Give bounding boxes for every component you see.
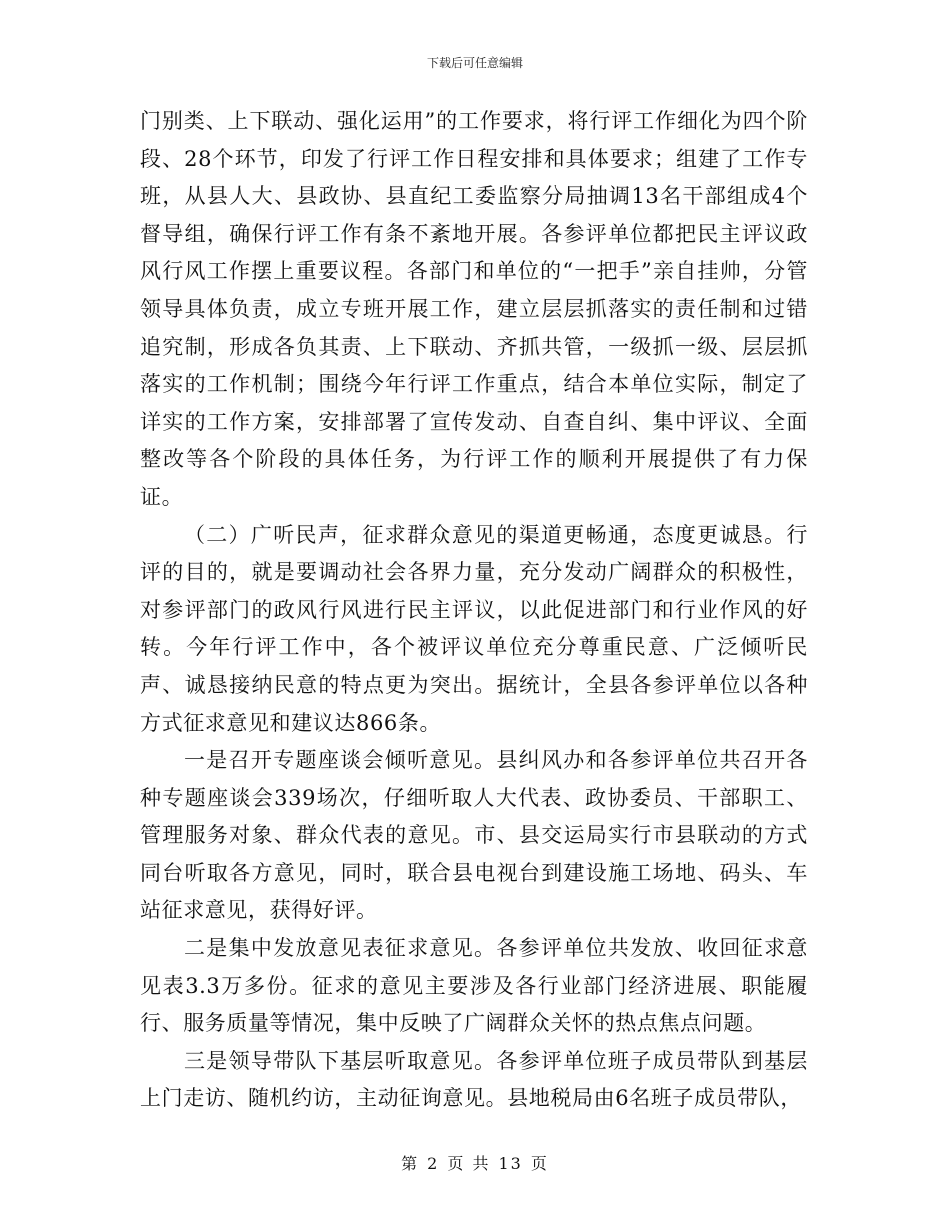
paragraph-point-two: 二是集中发放意见表征求意见。各参评单位共发放、收回征求意见表3.3万多份。征求的意见主要涉及各行业部门经济进展、职能履行、服务质量等情况，集中反映了广阔群众关怀的热点焦点问题。: [140, 936, 808, 1036]
paragraph-point-three: 三是领导带队下基层听取意见。各参评单位班子成员带队到基层上门走访、随机约访，主动征询意见。县地税局由6名班子成员带队，: [140, 1048, 808, 1111]
footer-prefix: 第: [401, 1154, 420, 1173]
page-footer: [0, 1154, 950, 1174]
footer-total-pages: 13: [498, 1154, 523, 1173]
footer-suffix: 页: [530, 1154, 549, 1173]
header-text: 下载后可任意编辑: [426, 56, 523, 70]
document-body: [140, 103, 808, 1118]
paragraph-point-one: 一是召开专题座谈会倾听意见。县纠风办和各参评单位共召开各种专题座谈会339场次，仔细听取人大代表、政协委员、干部职工、管理服务对象、群众代表的意见。市、县交运局实行市县联动的方式同台听取各方意见，同时，联合县电视台到建设施工场地、码头、车站征求意见，获得好评。: [140, 748, 808, 923]
paragraph-continued: 门别类、上下联动、强化运用”的工作要求，将行评工作细化为四个阶段、28个环节，印发了行评工作日程安排和具体要求；组建了工作专班，从县人大、县政协、县直纪工委监察分局抽调13名干部组成4个督导组，确保行评工作有条不紊地开展。各参评单位都把民主评议政风行风工作摆上重要议程。各部门和单位的“一把手”亲自挂帅，分管领导具体负责，成立专班开展工作，建立层层抓落实的责任制和过错追究制，形成各负其责、上下联动、齐抓共管，一级抓一级、层层抓落实的工作机制；围绕今年行评工作重点，结合本单位实际，制定了详实的工作方案，安排部署了宣传发动、自查自纠、集中评议、全面整改等各个阶段的具体任务，为行评工作的顺利开展提供了有力保证。: [140, 109, 808, 509]
paragraph-section-two: （二）广听民声，征求群众意见的渠道更畅通，态度更诚恳。行评的目的，就是要调动社会各界力量，充分发动广阔群众的积极性，对参评部门的政风行风进行民主评议，以此促进部门和行业作风的好转。今年行评工作中，各个被评议单位充分尊重民意、广泛倾听民声、诚恳接纳民意的特点更为突出。据统计，全县各参评单位以各种方式征求意见和建议达866条。: [140, 522, 808, 735]
footer-middle: 页 共: [447, 1154, 491, 1173]
page-header: [0, 56, 950, 70]
footer-page-number: 2: [427, 1154, 440, 1173]
